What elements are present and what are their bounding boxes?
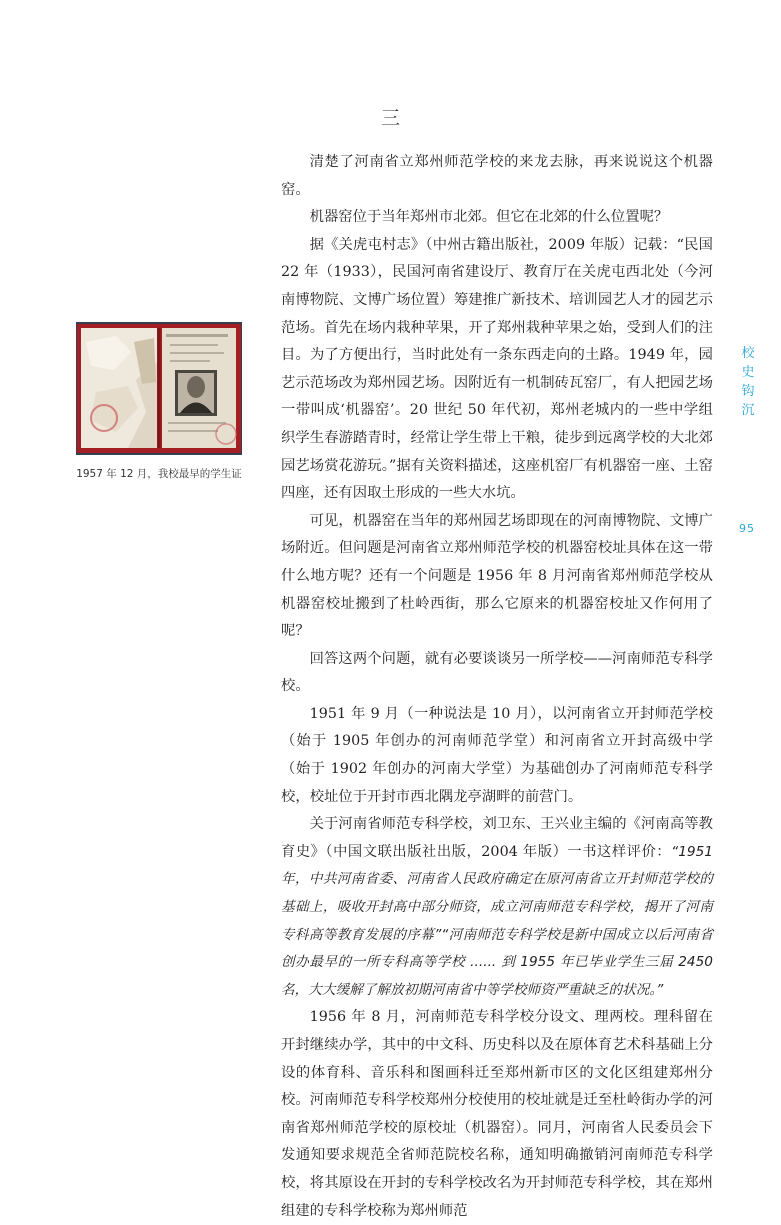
paragraph: 可见，机器窑在当年的郑州园艺场即现在的河南博物院、文博广场附近。但问题是河南省立郑州师范学校的机器窑校址具体在这一带什么地方呢？还有一个问题是 1956 年 8 月河南省郑州师范学校从机器窑校址搬到了杜岭西街，那么它原来的机器窑校址又作何用了呢？ (281, 512, 713, 640)
running-section-title (741, 344, 755, 420)
quote-paragraph (281, 811, 713, 1004)
quote-lead: 关于河南省师范专科学校，刘卫东、王兴业主编的《河南高等教育史》（中国文联出版社出版，2004 年版）一书这样评价： (281, 816, 713, 860)
paragraph: 1951 年 9 月（一种说法是 10 月），以河南省立开封师范学校（始于 1905 年创办的河南师范学堂）和河南省立开封高级中学（始于 1902 年创办的河南大学堂）为基础创办了河南师范专科学校，校址位于开封市西北隅龙亭湖畔的前营门。 (281, 705, 713, 805)
side-title-char: 沉 (741, 403, 755, 418)
paragraph: 机器窑位于当年郑州市北郊。但它在北郊的什么位置呢？ (309, 209, 669, 226)
side-title-char: 钩 (741, 384, 755, 399)
page-number: 95 (739, 522, 755, 535)
student-id-photo (76, 322, 242, 455)
side-title-char: 校 (741, 346, 755, 361)
paragraph: 1956 年 8 月，河南师范专科学校分设文、理两校。理科留在开封继续办学，其中的中文科、历史科以及在原体育艺术科基础上分设的体育科、音乐科和图画科迁至郑州新市区的文化区组建郑州分校。河南师范专科学校郑州分校使用的校址就是迁至杜岭街办学的河南省郑州师范学校的原校址（机器窑）。同月，河南省人民委员会下发通知要求规范全省师范院校名称，通知明确撤销河南师范专科学校，将其原设在开封的专科学校改名为开封师范专科学校，其在郑州组建的专科学校称为郑州师范 (281, 1009, 713, 1219)
side-title-char: 史 (741, 365, 755, 380)
paragraph: 清楚了河南省立郑州师范学校的来龙去脉，再来说说这个机器窑。 (281, 154, 713, 198)
section-number: 三 (380, 107, 400, 129)
photo-caption: 1957 年 12 月，我校最早的学生证 (76, 468, 242, 480)
article-body (281, 149, 713, 1225)
paragraph: 回答这两个问题，就有必要谈谈另一所学校——河南师范专科学校。 (281, 650, 713, 695)
paragraph: 据《关虎屯村志》（中州古籍出版社，2009 年版）记载：“民国 22 年（1933），民国河南省建设厅、教育厅在关虎屯西北处（今河南博物院、文博广场位置）筹建推广新技术、培训园艺人才的园艺示范场。首先在场内栽种苹果，开了郑州栽种苹果之始，受到人们的注目。为了方便出行，当时此处有一条东西走向的土路。1949 年，园艺示范场改为郑州园艺场。因附近有一机制砖瓦窑厂，有人把园艺场一带叫成‘机器窑’。20 世纪 50 年代初，郑州老城内的一些中学组织学生春游踏青时，经常让学生带上干粮，徒步到远离学校的大北郊园艺场赏花游玩。”据有关资料描述，这座机窑厂有机器窑一座、土窑四座，还有因取土形成的一些大水坑。 (281, 236, 713, 502)
book-quote: “1951 年，中共河南省委、河南省人民政府确定在原河南省立开封师范学校的基础上，吸收开封高中部分师资，成立河南师范专科学校，揭开了河南专科高等教育发展的序幕”“河南师范专科学校是新中国成立以后河南省创办最早的一所专科高等学校 ...... 到 1955 年已毕业学生三届 2450 名，大大缓解了解放初期河南省中等学校师资严重缺乏的状况。” (281, 843, 713, 998)
